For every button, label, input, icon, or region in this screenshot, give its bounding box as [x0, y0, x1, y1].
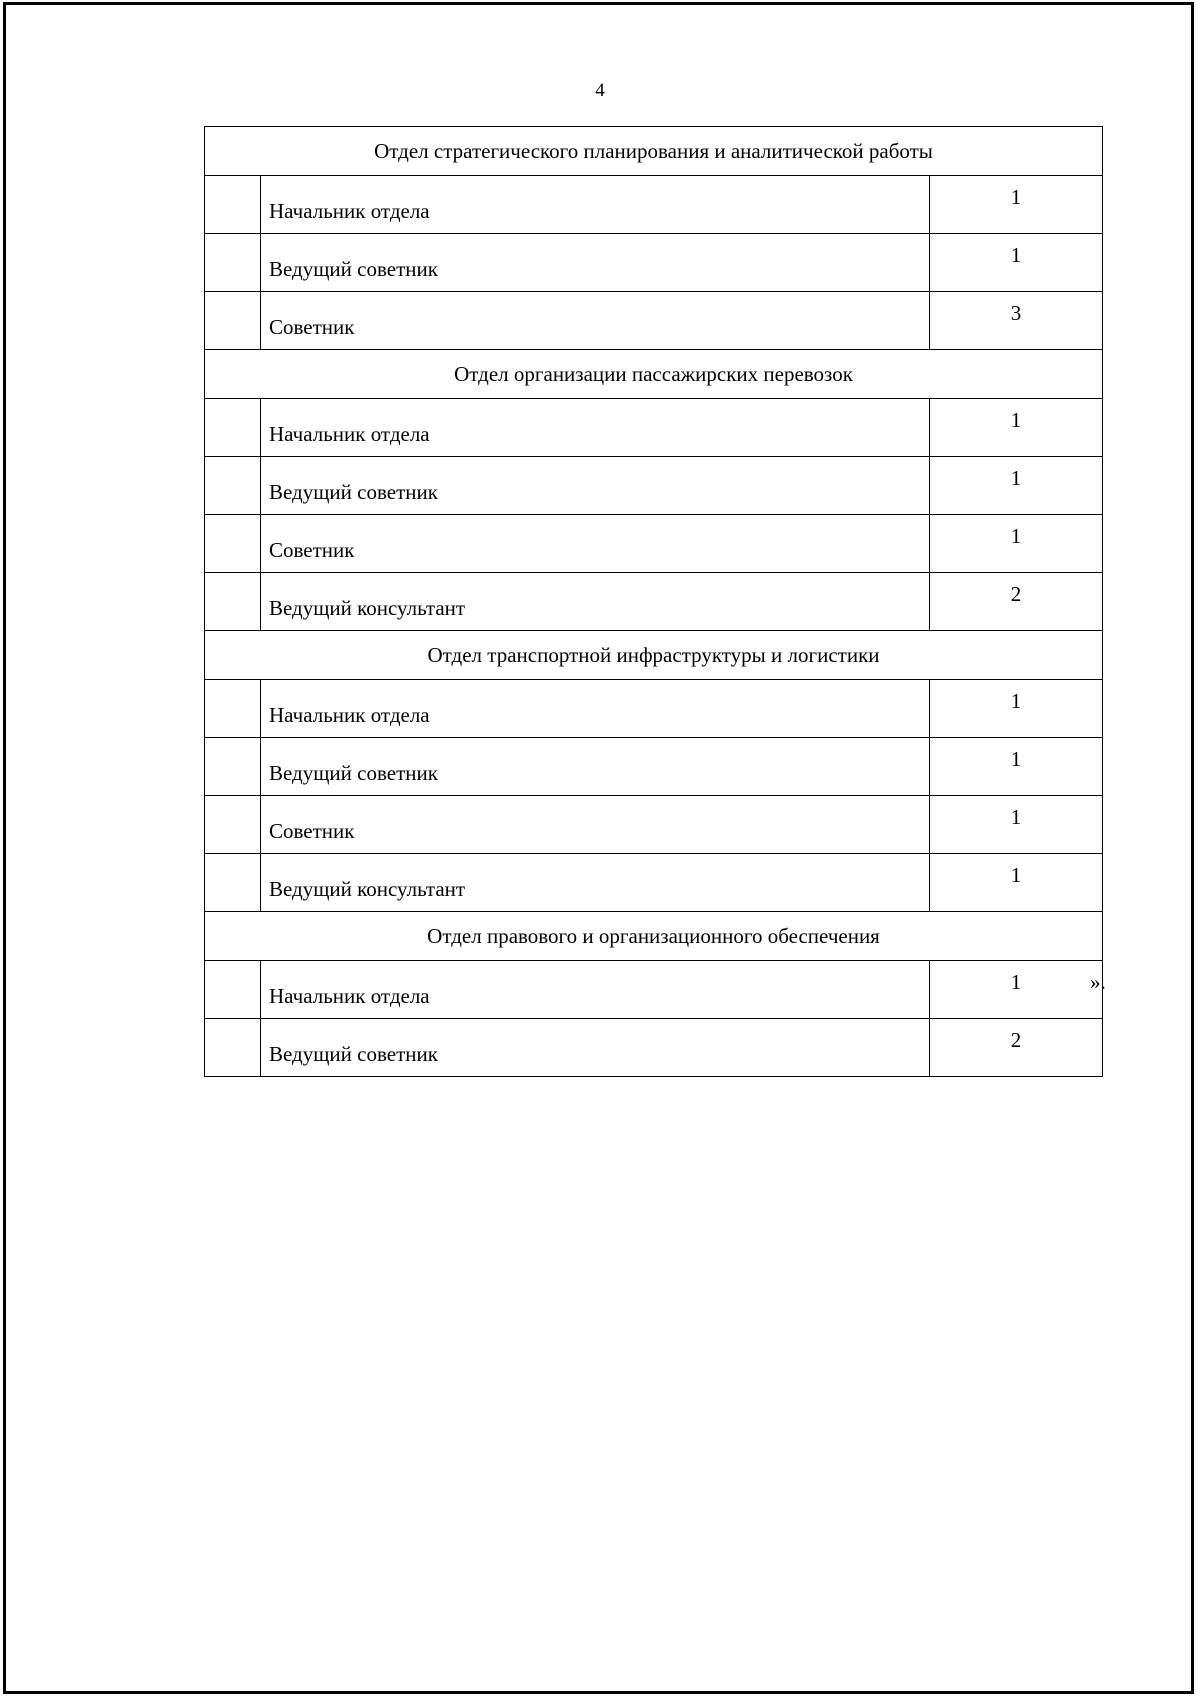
- position-row: [205, 854, 1103, 912]
- position-row: [205, 176, 1103, 234]
- empty-cell: [205, 399, 261, 457]
- position-row: [205, 399, 1103, 457]
- position-title: Советник: [261, 515, 930, 573]
- empty-cell: [205, 961, 261, 1019]
- position-row: [205, 961, 1103, 1019]
- position-row: [205, 1019, 1103, 1077]
- department-name: Отдел организации пассажирских перевозок: [205, 350, 1103, 399]
- position-row: [205, 796, 1103, 854]
- position-count: 3: [930, 292, 1103, 350]
- department-name: Отдел транспортной инфраструктуры и логистики: [205, 631, 1103, 680]
- department-row: [205, 350, 1103, 399]
- position-row: [205, 680, 1103, 738]
- empty-cell: [205, 854, 261, 912]
- position-row: [205, 234, 1103, 292]
- empty-cell: [205, 292, 261, 350]
- position-count: 1: [930, 399, 1103, 457]
- position-row: [205, 292, 1103, 350]
- empty-cell: [205, 680, 261, 738]
- position-count: 1: [930, 515, 1103, 573]
- department-row: [205, 631, 1103, 680]
- position-title: Начальник отдела: [261, 680, 930, 738]
- position-count: 1: [930, 176, 1103, 234]
- department-row: [205, 912, 1103, 961]
- position-title: Ведущий советник: [261, 457, 930, 515]
- empty-cell: [205, 515, 261, 573]
- position-count: 2: [930, 1019, 1103, 1077]
- empty-cell: [205, 796, 261, 854]
- position-title: Начальник отдела: [261, 961, 930, 1019]
- position-row: [205, 457, 1103, 515]
- position-title: Ведущий консультант: [261, 573, 930, 631]
- position-count: 1: [930, 738, 1103, 796]
- department-name: Отдел правового и организационного обеспечения: [205, 912, 1103, 961]
- position-count: 1: [930, 680, 1103, 738]
- position-title: Советник: [261, 796, 930, 854]
- position-title: Начальник отдела: [261, 176, 930, 234]
- closing-quote-mark: ».: [1090, 970, 1106, 994]
- position-row: [205, 573, 1103, 631]
- page-number: 4: [595, 80, 605, 101]
- position-count: 1: [930, 234, 1103, 292]
- position-title: Ведущий советник: [261, 1019, 930, 1077]
- position-title: Ведущий советник: [261, 738, 930, 796]
- empty-cell: [205, 457, 261, 515]
- position-count: 1: [930, 457, 1103, 515]
- position-title: Советник: [261, 292, 930, 350]
- position-count: 1: [930, 796, 1103, 854]
- empty-cell: [205, 234, 261, 292]
- empty-cell: [205, 573, 261, 631]
- empty-cell: [205, 176, 261, 234]
- department-name: Отдел стратегического планирования и аналитической работы: [205, 127, 1103, 176]
- position-row: [205, 515, 1103, 573]
- empty-cell: [205, 1019, 261, 1077]
- position-count: 2: [930, 573, 1103, 631]
- position-title: Ведущий советник: [261, 234, 930, 292]
- empty-cell: [205, 738, 261, 796]
- department-row: [205, 127, 1103, 176]
- position-row: [205, 738, 1103, 796]
- position-count: 1: [930, 961, 1103, 1019]
- position-count: 1: [930, 854, 1103, 912]
- position-title: Ведущий консультант: [261, 854, 930, 912]
- staffing-table: [204, 126, 1103, 1077]
- position-title: Начальник отдела: [261, 399, 930, 457]
